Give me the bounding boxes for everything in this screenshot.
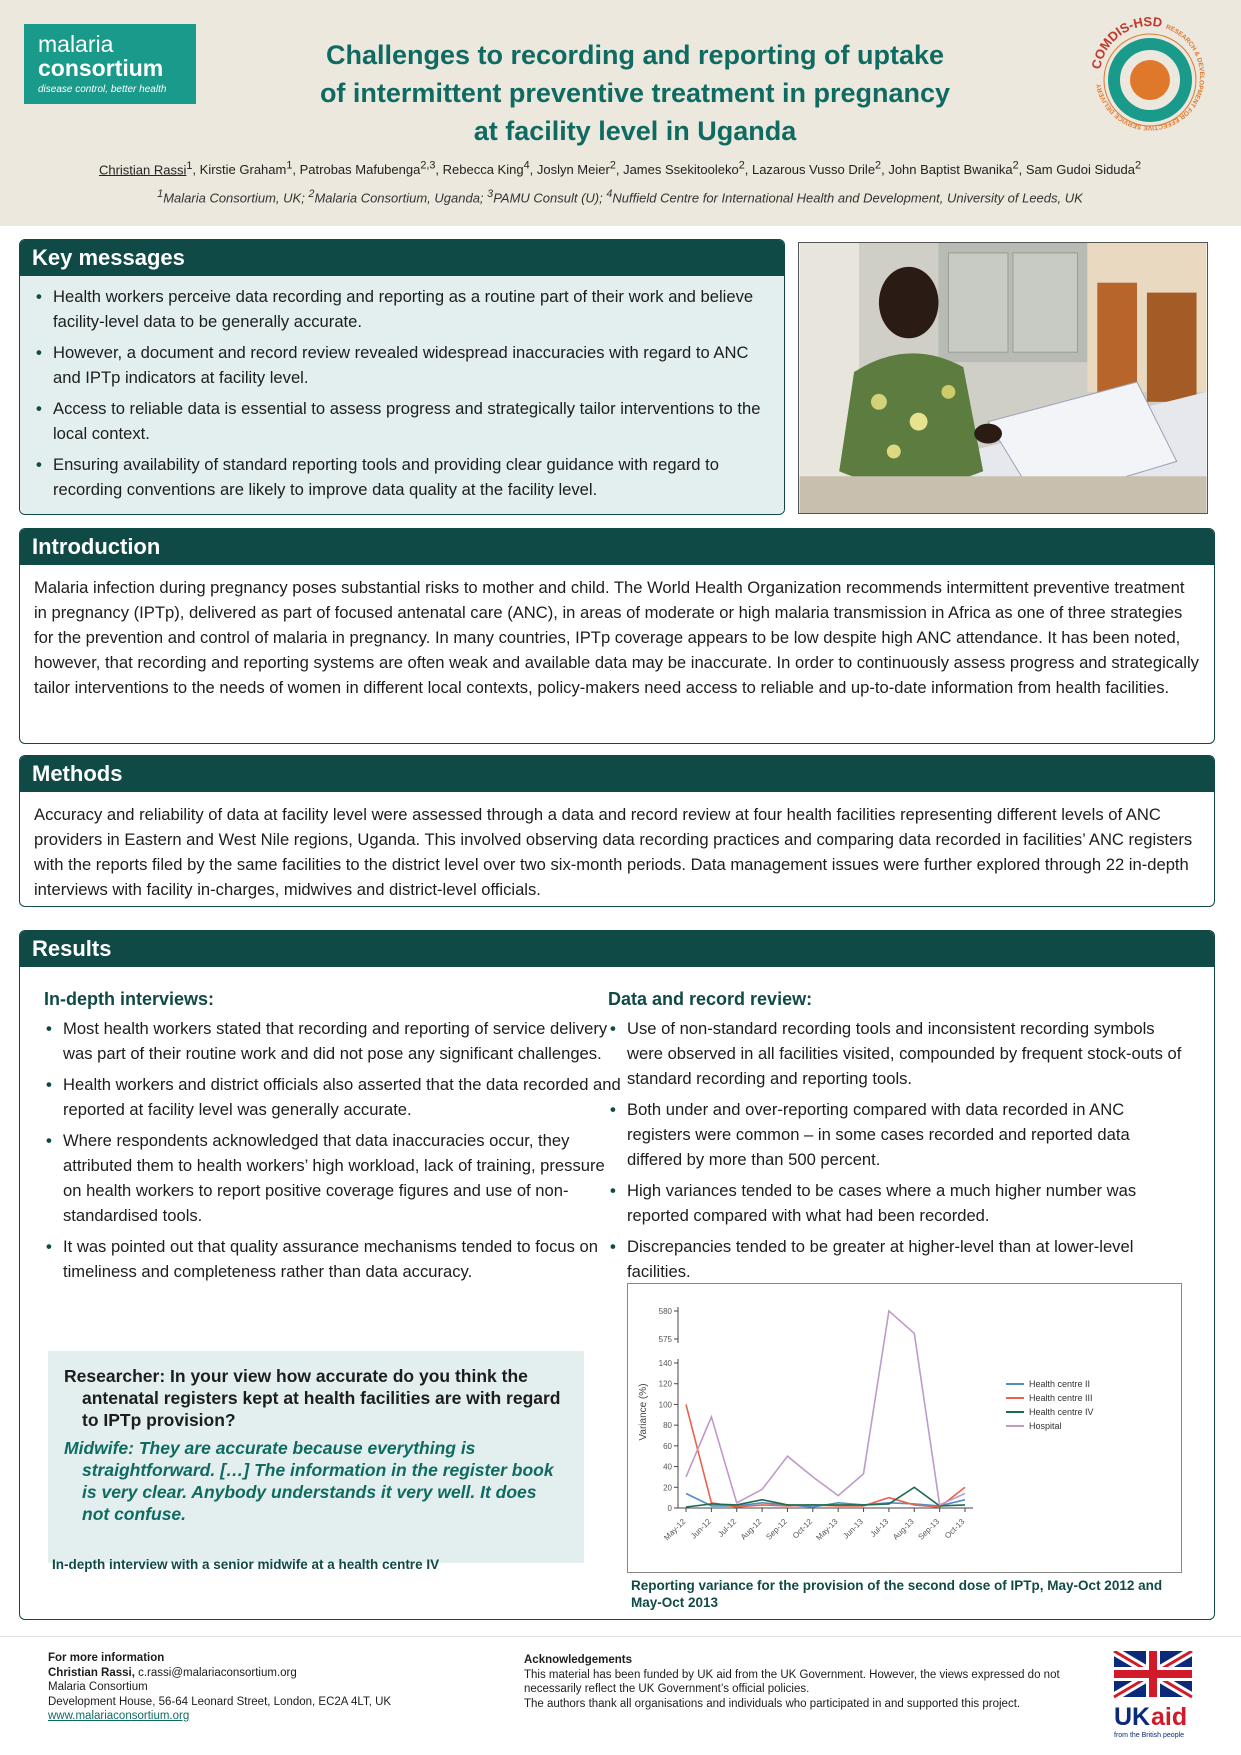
affiliation-sup: 2 <box>308 188 315 200</box>
y-tick-label: 120 <box>658 1379 672 1389</box>
author-name: James Ssekitooleko <box>623 162 739 178</box>
logo-tagline: disease control, better health <box>38 84 167 95</box>
x-tick-label: Oct-12 <box>790 1517 815 1541</box>
author-sup: 2 <box>738 160 745 172</box>
list-item: • Discrepancies tended to be greater at higher-level than at lower-level facilities. <box>608 1234 1188 1284</box>
logo-line2: consortium <box>38 55 164 81</box>
list-item: • Health workers perceive data recording and reporting as a routine part of their work and believe facility-level data to be generally accurate. <box>34 284 770 334</box>
list-item: • Ensuring availability of standard reporting tools and providing clear guidance with regard to recording conventions are likely to improve data quality at the facility level. <box>34 452 770 502</box>
affiliations <box>20 188 1220 205</box>
affiliation-text: Malaria Consortium, UK; <box>163 190 309 206</box>
legend-label: Hospital <box>1029 1421 1062 1431</box>
author-sup: 2,3 <box>420 160 436 172</box>
y-axis-label: Variance (%) <box>638 1383 649 1441</box>
interviews-heading: In-depth interviews: <box>44 989 215 1009</box>
y-tick-label: 80 <box>663 1421 672 1431</box>
y-tick-label: 580 <box>658 1307 672 1316</box>
list-item: • Both under and over-reporting compared with data recorded in ANC registers were common – in some cases recorded and reported data differed by more than 500 percent. <box>608 1097 1188 1172</box>
list-item: • However, a document and record review revealed widespread inaccuracies with regard to ANC and IPTp indicators at facility level. <box>34 340 770 390</box>
ack-heading: Acknowledgements <box>524 1654 632 1666</box>
other-authors <box>192 162 1141 177</box>
author-separator: , <box>435 162 443 178</box>
affiliation-sup: 4 <box>606 188 613 200</box>
introduction-text: Malaria infection during pregnancy poses substantial risks to mother and child. The World Health Organization recommends intermittent preventive treatment in pregnancy (IPTp), delivered as part of focused antenatal care (ANC), in areas of moderate or high malaria transmission in Africa as one of three strategies for the prevention and control of malaria in pregnancy. In many countries, IPTp coverage appears to be low despite high ANC attendance. It has been noted, however, that recording and reporting systems are often weak and available data may be inaccurate. In order to continuously assess progress and strategically tailor interventions to the needs of women in different local contexts, policy-makers need access to reliable and up-to-date information from health facilities. <box>34 578 1199 697</box>
chart-caption: Reporting variance for the provision of the second dose of IPTp, May-Oct 2012 and May-Oct 2013 <box>631 1578 1163 1610</box>
author-sup: 2 <box>875 160 882 172</box>
comdis-ring-text: RESEARCH & DEVELOPMENT FOR EFFECTIVE SERVICE DELIVERY <box>1095 23 1206 132</box>
quote-caption: In-depth interview with a senior midwife at a health centre IV <box>52 1557 440 1572</box>
interviews-column <box>44 987 622 1290</box>
key-messages-list <box>34 284 770 502</box>
x-tick-label: Jun-13 <box>841 1517 865 1541</box>
author-separator: , <box>1018 162 1026 178</box>
comdis-hsd-logo <box>1088 14 1212 138</box>
introduction-heading: Introduction <box>20 529 1214 565</box>
x-tick-label: Jun-12 <box>689 1517 713 1541</box>
author-sup: 4 <box>523 160 530 172</box>
x-tick-label: Jul-12 <box>716 1517 739 1539</box>
ukaid-uk: UK <box>1114 1703 1151 1731</box>
author-sup: 2 <box>1012 160 1019 172</box>
author-name: Joslyn Meier <box>536 162 610 178</box>
legend-label: Health centre II <box>1029 1379 1091 1389</box>
author-name: Rebecca King <box>442 162 524 178</box>
review-heading: Data and record review: <box>608 989 813 1009</box>
contact-address: Development House, 56-64 Leonard Street, London, EC2A 4LT, UK <box>48 1695 392 1708</box>
interview-quote-box <box>48 1351 584 1563</box>
variance-chart-frame <box>627 1283 1182 1573</box>
title-line2: of intermittent preventive treatment in pregnancy <box>319 78 951 108</box>
y-tick-label: 40 <box>663 1462 672 1472</box>
key-messages-section <box>19 239 785 515</box>
variance-chart <box>628 1284 1183 1574</box>
y-tick-label: 575 <box>658 1335 672 1344</box>
author-name: Lazarous Vusso Drile <box>751 162 876 178</box>
author-separator: , <box>292 162 300 178</box>
methods-heading: Methods <box>20 756 1214 792</box>
first-author: Christian Rassi <box>98 162 187 178</box>
comdis-name: COMDIS-HSD <box>1088 14 1164 71</box>
list-item: • High variances tended to be cases where a much higher number was reported compared with what had been recorded. <box>608 1178 1188 1228</box>
author-name: Kirstie Graham <box>199 162 287 178</box>
list-item: • Most health workers stated that recording and reporting of service delivery was part of their routine work and did not pose any significant challenges. <box>44 1016 622 1066</box>
contact-heading: For more information <box>48 1652 165 1664</box>
author-name: Patrobas Mafubenga <box>299 162 421 178</box>
legend-label: Health centre III <box>1029 1393 1093 1403</box>
author-sup: 2 <box>1135 160 1142 172</box>
key-messages-heading: Key messages <box>20 240 784 276</box>
title-line3: at facility level in Uganda <box>473 116 797 146</box>
poster-title <box>250 36 1020 150</box>
results-section <box>19 930 1215 1620</box>
malaria-consortium-logo <box>24 24 196 104</box>
series-line <box>686 1311 965 1505</box>
ukaid-tagline: from the British people <box>1114 1732 1185 1739</box>
author-separator: , <box>881 162 889 178</box>
x-tick-label: Jul-13 <box>868 1517 891 1539</box>
affiliation-text: PAMU Consult (U); <box>493 190 607 206</box>
list-item: • Where respondents acknowledged that data inaccuracies occur, they attributed them to health workers’ high workload, lack of training, pressure on health workers to report positive coverage figures and use of non-standardised tools. <box>44 1128 622 1228</box>
y-tick-label: 0 <box>667 1504 672 1513</box>
x-tick-label: Aug-12 <box>738 1517 764 1542</box>
author-separator: , <box>744 162 752 178</box>
author-list <box>20 160 1220 177</box>
introduction-section <box>19 528 1215 744</box>
contact-email[interactable]: c.rassi@malariaconsortium.org <box>134 1666 297 1679</box>
results-heading: Results <box>20 931 1214 967</box>
y-tick-label: 60 <box>663 1441 672 1451</box>
list-item: • Use of non-standard recording tools and inconsistent recording symbols were observed in all facilities visited, compounded by frequent stock-outs of standard recording and reporting tools. <box>608 1016 1188 1091</box>
methods-text: Accuracy and reliability of data at facility level were assessed through a data and record review at four health facilities representing different levels of ANC providers in Eastern and West Nile regions, Uganda. This involved observing data recording practices and comparing data recorded in facilities’ ANC registers with the reports filed by the same facilities to the district level over two six-month periods. Data management issues were further explored through 22 in-depth interviews with facility in-charges, midwives and district-level officials. <box>34 805 1193 899</box>
affiliation-text: Malaria Consortium, Uganda; <box>314 190 488 206</box>
series-line <box>686 1404 965 1507</box>
methods-section <box>19 755 1215 907</box>
contact-name: Christian Rassi, <box>48 1666 135 1679</box>
x-tick-label: May-12 <box>662 1517 688 1543</box>
ukaid-aid: aid <box>1151 1703 1188 1731</box>
quote-question: Researcher: In your view how accurate do you think the antenatal registers kept at health facilities are with regard to IPTp provision? <box>64 1366 561 1430</box>
poster-header <box>0 0 1241 226</box>
logo-line1: malaria <box>38 31 114 57</box>
author-name: Sam Gudoi Siduda <box>1025 162 1135 178</box>
list-item: • Access to reliable data is essential to assess progress and strategically tailor interventions to the local context. <box>34 396 770 446</box>
legend-label: Health centre IV <box>1029 1407 1094 1417</box>
first-author-sup: 1 <box>186 160 193 172</box>
affiliation-sup: 3 <box>487 188 494 200</box>
author-name: John Baptist Bwanika <box>888 162 1013 178</box>
author-separator: , <box>192 162 200 178</box>
ack-text: This material has been funded by UK aid from the UK Government. However, the views expressed do not necessarily reflect the UK Government’s official policies. <box>524 1668 1060 1695</box>
author-sup: 2 <box>609 160 616 172</box>
website-link[interactable]: www.malariaconsortium.org <box>48 1710 190 1722</box>
affiliation-text: Nuffield Centre for International Health and Development, University of Leeds, UK <box>612 190 1083 206</box>
health-worker-photo <box>798 242 1208 514</box>
contact-org: Malaria Consortium <box>48 1681 148 1693</box>
poster-footer <box>0 1636 1241 1755</box>
x-tick-label: Aug-13 <box>891 1517 916 1542</box>
x-tick-label: May-13 <box>814 1517 840 1543</box>
title-line1: Challenges to recording and reporting of uptake <box>325 40 945 70</box>
y-tick-label: 140 <box>658 1359 672 1368</box>
affiliation-sup: 1 <box>157 188 164 200</box>
list-item: • Health workers and district officials also asserted that the data recorded and reported at facility level was generally accurate. <box>44 1072 622 1122</box>
contact-info <box>48 1651 391 1724</box>
quote-answer: Midwife: They are accurate because everything is straightforward. […] The information in the register book is very clear. Anybody understands it very well. It does not confuse. <box>64 1438 554 1524</box>
review-column <box>608 987 1188 1290</box>
y-tick-label: 20 <box>663 1483 672 1493</box>
review-list <box>608 1016 1188 1284</box>
x-tick-label: Oct-13 <box>943 1517 967 1541</box>
x-tick-label: Sep-13 <box>916 1517 942 1542</box>
author-separator: , <box>615 162 624 178</box>
list-item: • It was pointed out that quality assurance mechanisms tended to focus on timeliness and completeness rather than data accuracy. <box>44 1234 622 1284</box>
ack-text2: The authors thank all organisations and individuals who participated in and supported this project. <box>524 1697 1021 1710</box>
x-tick-label: Sep-12 <box>764 1517 789 1542</box>
ukaid-logo <box>1112 1651 1194 1741</box>
interviews-list <box>44 1016 622 1284</box>
author-separator: , <box>529 162 537 178</box>
author-sup: 1 <box>286 160 293 172</box>
acknowledgements <box>524 1653 1064 1711</box>
y-tick-label: 100 <box>658 1400 672 1410</box>
